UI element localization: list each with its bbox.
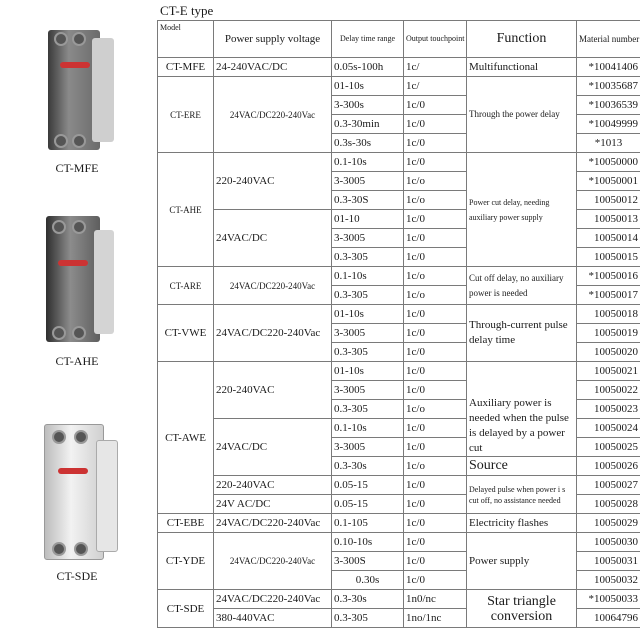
material-cell: 10050020 xyxy=(577,343,640,362)
output-cell: 1c/0 xyxy=(404,514,467,533)
delay-cell: 0.05-15 xyxy=(332,476,404,495)
product-caption: CT-SDE xyxy=(12,569,142,584)
output-cell: 1c/0 xyxy=(404,229,467,248)
relay-device-icon xyxy=(32,420,122,565)
voltage-cell: 24VAC/DC xyxy=(214,419,332,476)
function-cell: Star triangle conversion xyxy=(467,590,577,628)
model-cell: CT-ARE xyxy=(158,267,214,305)
material-cell: 10064796 xyxy=(577,609,640,628)
output-cell: 1c/0 xyxy=(404,552,467,571)
material-cell: *10050000 xyxy=(577,153,640,172)
table-row xyxy=(158,514,640,533)
material-cell: 10050022 xyxy=(577,381,640,400)
material-cell: 10050018 xyxy=(577,305,640,324)
table-row xyxy=(158,305,640,324)
material-cell: 10050028 xyxy=(577,495,640,514)
delay-cell: 0.1-10s xyxy=(332,267,404,286)
delay-cell: 0.1-10s xyxy=(332,153,404,172)
function-cell: Source xyxy=(467,457,577,476)
output-cell: 1c/0 xyxy=(404,343,467,362)
output-cell: 1c/o xyxy=(404,172,467,191)
model-cell: CT-AWE xyxy=(158,362,214,514)
output-cell: 1c/ xyxy=(404,77,467,96)
material-cell: 10050031 xyxy=(577,552,640,571)
voltage-cell: 220-240VAC xyxy=(214,153,332,210)
delay-cell: 01-10s xyxy=(332,305,404,324)
table-row xyxy=(158,77,640,96)
output-cell: 1c/0 xyxy=(404,115,467,134)
table-row xyxy=(158,476,640,495)
delay-cell: 0.30s xyxy=(332,571,404,590)
material-cell: *10050033 xyxy=(577,590,640,609)
material-cell: 10050021 xyxy=(577,362,640,381)
product-caption: CT-MFE xyxy=(12,161,142,176)
voltage-cell: 24V AC/DC xyxy=(214,495,332,514)
delay-cell: 01-10s xyxy=(332,77,404,96)
output-cell: 1c/0 xyxy=(404,533,467,552)
output-cell: 1c/0 xyxy=(404,495,467,514)
delay-cell: 0.3-305 xyxy=(332,286,404,305)
header-delay: Delay time range xyxy=(332,21,404,58)
material-cell: *10050017 xyxy=(577,286,640,305)
model-cell: CT-EBE xyxy=(158,514,214,533)
delay-cell: 01-10s xyxy=(332,362,404,381)
material-cell: 10050019 xyxy=(577,324,640,343)
output-cell: 1c/0 xyxy=(404,419,467,438)
delay-cell: 0.3-30min xyxy=(332,115,404,134)
function-cell: Power supply xyxy=(467,533,577,590)
model-cell: CT-AHE xyxy=(158,153,214,267)
delay-cell: 0.3-30s xyxy=(332,457,404,476)
voltage-cell: 24VAC/DC220-240Vac xyxy=(214,533,332,590)
model-cell: CT-VWE xyxy=(158,305,214,362)
output-cell: 1c/o xyxy=(404,457,467,476)
material-cell: 10050030 xyxy=(577,533,640,552)
output-cell: 1c/0 xyxy=(404,248,467,267)
function-cell: Cut off delay, no auxiliary power is needed xyxy=(467,267,577,305)
delay-cell: 0.3-305 xyxy=(332,400,404,419)
function-cell: Through the power delay xyxy=(467,77,577,153)
output-cell: 1c/0 xyxy=(404,438,467,457)
output-cell: 1c/0 xyxy=(404,210,467,229)
model-cell: CT-YDE xyxy=(158,533,214,590)
material-cell: *1013 xyxy=(577,134,640,153)
output-cell: 1c/0 xyxy=(404,324,467,343)
material-cell: 10050014 xyxy=(577,229,640,248)
delay-cell: 3-3005 xyxy=(332,324,404,343)
delay-cell: 0.05s-100h xyxy=(332,58,404,77)
voltage-cell: 24VAC/DC220-240Vac xyxy=(214,590,332,609)
delay-cell: 3-300S xyxy=(332,552,404,571)
voltage-cell: 24VAC/DC220-240Vac xyxy=(214,514,332,533)
material-cell: 10050025 xyxy=(577,438,640,457)
material-cell: 10050032 xyxy=(577,571,640,590)
material-cell: *10049999 xyxy=(577,115,640,134)
delay-cell: 3-3005 xyxy=(332,172,404,191)
delay-cell: 0.1-10s xyxy=(332,419,404,438)
delay-cell: 3-3005 xyxy=(332,381,404,400)
material-cell: 10050013 xyxy=(577,210,640,229)
product-ct-ahe xyxy=(12,210,142,369)
output-cell: 1c/0 xyxy=(404,381,467,400)
model-cell: CT-SDE xyxy=(158,590,214,628)
voltage-cell: 24VAC/DC xyxy=(214,210,332,267)
delay-cell: 0.3-30s xyxy=(332,590,404,609)
header-output: Output touchpoint xyxy=(404,21,467,58)
table-row xyxy=(158,153,640,172)
function-cell: Auxiliary power is needed when the pulse is delayed by a power cut xyxy=(467,362,577,457)
delay-cell: 0.3-30S xyxy=(332,191,404,210)
function-cell: Electricity flashes xyxy=(467,514,577,533)
delay-cell: 0.3-305 xyxy=(332,609,404,628)
model-cell: CT-ERE xyxy=(158,77,214,153)
table-header-row xyxy=(158,21,640,58)
voltage-cell: 380-440VAC xyxy=(214,609,332,628)
product-ct-sde xyxy=(12,420,142,584)
delay-cell: 0.3-305 xyxy=(332,248,404,267)
output-cell: 1c/0 xyxy=(404,153,467,172)
delay-cell: 3-300s xyxy=(332,96,404,115)
voltage-cell: 220-240VAC xyxy=(214,476,332,495)
material-cell: 10050029 xyxy=(577,514,640,533)
output-cell: 1c/o xyxy=(404,267,467,286)
material-cell: 10050023 xyxy=(577,400,640,419)
table-row xyxy=(158,533,640,552)
output-cell: 1c/0 xyxy=(404,134,467,153)
function-cell: Power cut delay, needing auxiliary power supply xyxy=(467,153,577,267)
voltage-cell: 220-240VAC xyxy=(214,362,332,419)
material-cell: *10041406 xyxy=(577,58,640,77)
header-model: Model xyxy=(158,21,214,58)
table-row xyxy=(158,267,640,286)
output-cell: 1c/o xyxy=(404,191,467,210)
voltage-cell: 24-240VAC/DC xyxy=(214,58,332,77)
output-cell: 1c/0 xyxy=(404,362,467,381)
voltage-cell: 24VAC/DC220-240Vac xyxy=(214,267,332,305)
table-row xyxy=(158,362,640,381)
delay-cell: 3-3005 xyxy=(332,229,404,248)
material-cell: *10050016 xyxy=(577,267,640,286)
product-ct-mfe xyxy=(12,22,142,176)
material-cell: 10050027 xyxy=(577,476,640,495)
relay-device-icon xyxy=(32,22,122,157)
header-voltage: Power supply voltage xyxy=(214,21,332,58)
header-material: Material number xyxy=(577,21,640,58)
material-cell: 10050015 xyxy=(577,248,640,267)
relay-device-icon xyxy=(32,210,122,350)
table-row xyxy=(158,58,640,77)
output-cell: 1c/0 xyxy=(404,476,467,495)
delay-cell: 0.1-105 xyxy=(332,514,404,533)
delay-cell: 0.05-15 xyxy=(332,495,404,514)
function-cell: Delayed pulse when power i s cut off, no assistance needed xyxy=(467,476,577,514)
product-table xyxy=(157,20,640,628)
output-cell: 1c/o xyxy=(404,400,467,419)
delay-cell: 3-3005 xyxy=(332,438,404,457)
voltage-cell: 24VAC/DC220-240Vac xyxy=(214,305,332,362)
material-cell: 10050012 xyxy=(577,191,640,210)
material-cell: *10036539 xyxy=(577,96,640,115)
table-row xyxy=(158,590,640,609)
delay-cell: 0.3s-30s xyxy=(332,134,404,153)
model-cell: CT-MFE xyxy=(158,58,214,77)
material-cell: 10050024 xyxy=(577,419,640,438)
delay-cell: 0.3-305 xyxy=(332,343,404,362)
header-function: Function xyxy=(467,21,577,58)
material-cell: 10050026 xyxy=(577,457,640,476)
function-cell: Multifunctional xyxy=(467,58,577,77)
output-cell: 1c/0 xyxy=(404,305,467,324)
output-cell: 1n0/nc xyxy=(404,590,467,609)
output-cell: 1c/o xyxy=(404,286,467,305)
delay-cell: 01-10 xyxy=(332,210,404,229)
output-cell: 1no/1nc xyxy=(404,609,467,628)
product-caption: CT-AHE xyxy=(12,354,142,369)
output-cell: 1c/0 xyxy=(404,571,467,590)
delay-cell: 0.10-10s xyxy=(332,533,404,552)
material-cell: *10035687 xyxy=(577,77,640,96)
output-cell: 1c/0 xyxy=(404,96,467,115)
function-cell: Through-current pulse delay time xyxy=(467,305,577,362)
material-cell: *10050001 xyxy=(577,172,640,191)
output-cell: 1c/ xyxy=(404,58,467,77)
page-title: CT-E type xyxy=(160,3,213,19)
voltage-cell: 24VAC/DC220-240Vac xyxy=(214,77,332,153)
